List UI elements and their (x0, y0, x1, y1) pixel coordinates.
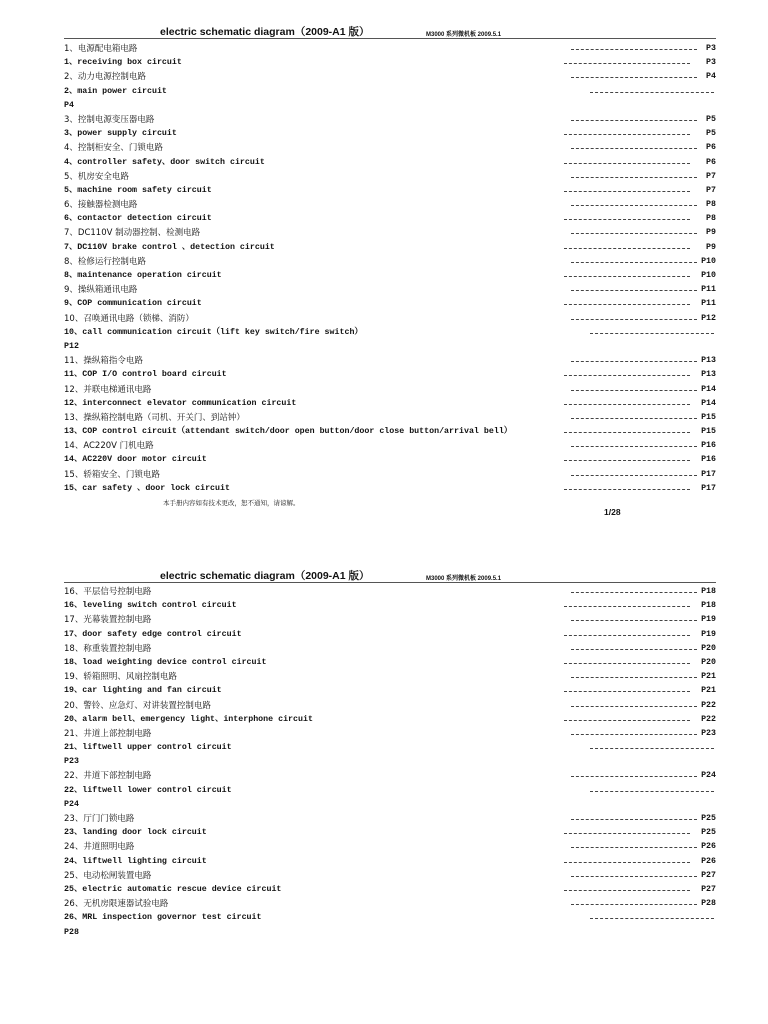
page-title: electric schematic diagram（2009-A1 版） (160, 570, 370, 582)
toc-entry-label: 9、COP communication circuit (64, 299, 202, 309)
toc-entry (64, 312, 716, 326)
leader-dots (571, 734, 697, 735)
toc-entry (64, 354, 716, 368)
header-rule (64, 38, 716, 39)
toc-entry-label: 14、AC220V door motor circuit (64, 455, 207, 465)
toc-entry-page: P12 (701, 313, 716, 323)
toc-entry (64, 826, 716, 840)
leader-dots (564, 304, 690, 305)
toc-entry (64, 141, 716, 155)
toc-entry-label: 11、COP I/O control board circuit (64, 370, 227, 380)
toc-entry-page: P4 (706, 72, 716, 82)
toc-entry-label: 25、electric automatic rescue device circuit (64, 884, 282, 894)
leader-dots (571, 677, 697, 678)
toc-entry-page: P22 (701, 714, 716, 724)
toc-entry-page: P21 (701, 686, 716, 696)
toc-entry-page: P21 (701, 672, 716, 682)
toc-entry-page: P25 (701, 814, 716, 823)
toc-entry (64, 628, 716, 642)
toc-entry-page: P28 (701, 899, 716, 909)
leader-dots (571, 649, 697, 650)
toc-entry-label: 3、power supply circuit (64, 129, 177, 139)
toc-entry (64, 812, 716, 826)
toc-entry-page: P11 (701, 285, 716, 295)
toc-entry-page: P17 (701, 469, 716, 479)
toc-entry-label: 26、MRL inspection governor test circuit (64, 913, 262, 923)
toc-entry-label: 2、main power circuit (64, 86, 167, 96)
toc-entry (64, 127, 716, 141)
toc-entry-page: P28 (64, 927, 79, 937)
toc-entry (64, 113, 716, 127)
toc-entry (64, 241, 716, 255)
toc-entry-page: P3 (706, 58, 716, 68)
toc-entry-label: 6、接触器检测电路 (64, 200, 138, 211)
toc-entry (64, 70, 716, 84)
toc-entry-label: 7、DC110V 制动器控制、检测电路 (64, 228, 201, 239)
toc-entry-page: P23 (64, 757, 79, 767)
toc-entry (64, 85, 716, 99)
toc-entry-page: P19 (701, 615, 716, 625)
toc-entry-page: P11 (701, 299, 716, 309)
toc-entry-page: P6 (706, 157, 716, 167)
toc-entry-label: 21、井道上部控制电路 (64, 728, 152, 739)
toc-entry (64, 784, 716, 798)
toc-entry (64, 713, 716, 727)
footer-note: 本手册内容如有技术更改，恕不通知，请谅解。 (163, 499, 300, 507)
toc-entry-label: 8、检修运行控制电路 (64, 256, 146, 267)
toc-entry (64, 656, 716, 670)
toc-entry-page: P6 (706, 143, 716, 153)
toc-list (64, 585, 716, 940)
toc-entry (64, 727, 716, 741)
leader-dots (571, 205, 697, 206)
toc-entry-label: 5、机房安全电路 (64, 171, 129, 182)
leader-dots (571, 706, 697, 707)
leader-dots (590, 333, 714, 334)
leader-dots (564, 606, 690, 607)
toc-entry-label: 20、警铃、应急灯、对讲装置控制电路 (64, 700, 211, 711)
leader-dots (590, 748, 714, 749)
toc-entry-page: P18 (701, 587, 716, 596)
toc-entry-page: P10 (701, 271, 716, 280)
toc-entry-page: P13 (701, 370, 716, 380)
toc-entry-wrap (64, 798, 716, 812)
leader-dots (571, 418, 697, 419)
leader-dots (564, 890, 690, 891)
leader-dots (564, 191, 690, 192)
toc-entry-page: P7 (706, 185, 716, 195)
toc-entry (64, 283, 716, 297)
toc-entry-page: P8 (706, 214, 716, 224)
leader-dots (571, 592, 697, 593)
leader-dots (571, 177, 697, 178)
toc-entry (64, 911, 716, 925)
header-meta: M3000 系列微机板 2009.5.1 (426, 32, 502, 38)
toc-entry-page: P3 (706, 44, 716, 53)
leader-dots (571, 475, 697, 476)
leader-dots (571, 361, 697, 362)
header-rule (64, 582, 716, 583)
toc-entry-page: P16 (701, 455, 716, 465)
leader-dots (571, 233, 697, 234)
toc-entry (64, 425, 716, 439)
leader-dots (571, 904, 697, 905)
toc-entry-label: 5、machine room safety circuit (64, 185, 212, 195)
toc-entry-page: P24 (64, 799, 79, 809)
toc-entry-label: 8、maintenance operation circuit (64, 271, 222, 280)
leader-dots (564, 219, 690, 220)
toc-entry-label: 1、电源配电箱电路 (64, 44, 138, 54)
leader-dots (590, 92, 714, 93)
toc-entry (64, 482, 716, 496)
toc-entry-page: P15 (701, 412, 716, 422)
toc-entry (64, 170, 716, 184)
toc-entry-wrap (64, 926, 716, 940)
toc-entry (64, 883, 716, 897)
toc-entry-label: 12、并联电梯通讯电路 (64, 384, 152, 395)
toc-entry (64, 212, 716, 226)
toc-entry-label: 17、door safety edge control circuit (64, 629, 242, 639)
toc-entry (64, 613, 716, 627)
toc-entry (64, 769, 716, 783)
toc-entry (64, 184, 716, 198)
leader-dots (571, 390, 697, 391)
toc-entry (64, 411, 716, 425)
leader-dots (571, 819, 697, 820)
leader-dots (564, 691, 690, 692)
toc-entry (64, 439, 716, 453)
leader-dots (571, 77, 697, 78)
toc-entry-label: 20、alarm bell、emergency light、interphone circuit (64, 714, 313, 724)
toc-entry-label: 1、receiving box circuit (64, 58, 182, 68)
toc-entry-page: P20 (701, 657, 716, 667)
toc-entry (64, 42, 716, 56)
toc-entry-page: P9 (706, 242, 716, 252)
leader-dots (571, 776, 697, 777)
toc-entry-label: 19、car lighting and fan circuit (64, 686, 222, 696)
leader-dots (590, 918, 714, 919)
toc-entry-label: 24、井道照明电路 (64, 842, 135, 853)
toc-entry-page: P14 (701, 384, 716, 394)
toc-entry-page: P25 (701, 828, 716, 838)
toc-entry-label: 17、光幕装置控制电路 (64, 615, 152, 626)
toc-entry-label: 26、无机房限速器试验电路 (64, 899, 169, 910)
leader-dots (564, 720, 690, 721)
toc-entry-page: P19 (701, 629, 716, 639)
toc-entry (64, 255, 716, 269)
toc-entry-label: 15、car safety 、door lock circuit (64, 483, 230, 493)
leader-dots (564, 432, 690, 433)
leader-dots (564, 862, 690, 863)
leader-dots (564, 163, 690, 164)
toc-entry (64, 198, 716, 212)
toc-entry-label: 10、召唤通讯电路（锁梯、消防） (64, 313, 194, 324)
toc-entry-label: 4、controller safety、door switch circuit (64, 157, 265, 167)
toc-entry-label: 3、控制电源变压器电路 (64, 114, 155, 125)
toc-entry-page: P8 (706, 200, 716, 210)
toc-entry-page: P15 (701, 427, 716, 437)
leader-dots (590, 791, 714, 792)
toc-entry-label: 12、interconnect elevator communication circuit (64, 398, 297, 408)
toc-entry-page: P7 (706, 171, 716, 181)
toc-entry (64, 383, 716, 397)
toc-entry-page: P23 (701, 728, 716, 738)
toc-entry-page: P5 (706, 129, 716, 139)
toc-entry (64, 585, 716, 599)
leader-dots (564, 134, 690, 135)
leader-dots (571, 319, 697, 320)
toc-entry (64, 699, 716, 713)
toc-entry (64, 368, 716, 382)
leader-dots (564, 833, 690, 834)
toc-entry (64, 840, 716, 854)
toc-entry-label: 13、操纵箱控制电路（司机、开关门、到站钟） (64, 412, 245, 423)
toc-entry-label: 15、轿箱安全、门锁电路 (64, 469, 160, 480)
toc-entry (64, 869, 716, 883)
toc-entry-label: 16、leveling switch control circuit (64, 601, 237, 611)
leader-dots (571, 876, 697, 877)
toc-entry (64, 156, 716, 170)
toc-entry-label: 22、井道下部控制电路 (64, 771, 152, 782)
leader-dots (564, 635, 690, 636)
toc-entry-page: P18 (701, 601, 716, 611)
leader-dots (571, 290, 697, 291)
leader-dots (564, 63, 690, 64)
toc-entry (64, 855, 716, 869)
toc-entry-page: P13 (701, 356, 716, 366)
leader-dots (571, 148, 697, 149)
toc-entry (64, 56, 716, 70)
leader-dots (571, 620, 697, 621)
toc-entry (64, 297, 716, 311)
leader-dots (564, 375, 690, 376)
page-counter: 1/28 (604, 507, 621, 517)
toc-entry (64, 670, 716, 684)
leader-dots (564, 276, 690, 277)
toc-entry-label: 4、控制柜安全、门锁电路 (64, 143, 163, 154)
toc-entry-label: 7、DC110V brake control 、detection circuit (64, 242, 275, 252)
toc-entry-label: 18、load weighting device control circuit (64, 657, 267, 667)
toc-entry-label: 16、平层信号控制电路 (64, 587, 152, 597)
toc-entry-label: 11、操纵箱指令电路 (64, 356, 143, 367)
toc-entry-page: P26 (701, 842, 716, 852)
toc-entry (64, 897, 716, 911)
header-meta: M3000 系列微机板 2009.5.1 (426, 576, 502, 582)
toc-entry-label: 9、操纵箱通讯电路 (64, 285, 138, 296)
toc-entry-label: 19、轿箱照明、风扇控制电路 (64, 672, 177, 683)
toc-entry-page: P27 (701, 870, 716, 880)
toc-entry-label: 10、call communication circuit（lift key switch/fire switch） (64, 327, 363, 337)
toc-entry-page: P14 (701, 398, 716, 408)
leader-dots (571, 49, 697, 50)
toc-entry (64, 453, 716, 467)
toc-entry-wrap (64, 755, 716, 769)
toc-entry-label: 13、COP control circuit（attendant switch/door open button/door close button/arrival bell） (64, 427, 513, 437)
toc-entry (64, 269, 716, 283)
toc-entry-label: 24、liftwell lighting circuit (64, 856, 207, 866)
toc-entry-page: P5 (706, 114, 716, 124)
document-page-2 (0, 560, 768, 1024)
toc-entry (64, 226, 716, 240)
toc-entry (64, 599, 716, 613)
toc-entry-label: 18、称重装置控制电路 (64, 643, 152, 654)
leader-dots (564, 489, 690, 490)
leader-dots (571, 847, 697, 848)
toc-entry-label: 25、电动松闸装置电路 (64, 870, 152, 881)
toc-entry-label: 22、liftwell lower control circuit (64, 785, 232, 795)
leader-dots (564, 404, 690, 405)
toc-entry (64, 642, 716, 656)
toc-list (64, 42, 716, 496)
toc-entry-page: P12 (64, 341, 79, 351)
toc-entry-label: 14、AC220V 门机电路 (64, 441, 154, 452)
toc-entry (64, 741, 716, 755)
toc-entry-label: 23、厅门门锁电路 (64, 814, 135, 824)
toc-entry-page: P27 (701, 884, 716, 894)
toc-entry-page: P26 (701, 856, 716, 866)
leader-dots (564, 663, 690, 664)
toc-entry (64, 684, 716, 698)
page-title: electric schematic diagram（2009-A1 版） (160, 26, 370, 38)
toc-entry-page: P17 (701, 483, 716, 493)
toc-entry-page: P24 (701, 771, 716, 781)
leader-dots (571, 446, 697, 447)
toc-entry-label: 23、landing door lock circuit (64, 828, 207, 838)
toc-entry (64, 326, 716, 340)
leader-dots (571, 120, 697, 121)
leader-dots (564, 248, 690, 249)
toc-entry-wrap (64, 99, 716, 113)
toc-entry (64, 468, 716, 482)
toc-entry-page: P22 (701, 700, 716, 710)
toc-entry-page: P16 (701, 441, 716, 451)
toc-entry-label: 21、liftwell upper control circuit (64, 743, 232, 753)
toc-entry-page: P9 (706, 228, 716, 238)
toc-entry-page: P4 (64, 100, 74, 110)
toc-entry-wrap (64, 340, 716, 354)
toc-entry-label: 6、contactor detection circuit (64, 214, 212, 224)
toc-entry (64, 397, 716, 411)
toc-entry-page: P10 (701, 256, 716, 266)
toc-entry-page: P20 (701, 643, 716, 653)
leader-dots (571, 262, 697, 263)
leader-dots (564, 460, 690, 461)
toc-entry-label: 2、动力电源控制电路 (64, 72, 146, 83)
